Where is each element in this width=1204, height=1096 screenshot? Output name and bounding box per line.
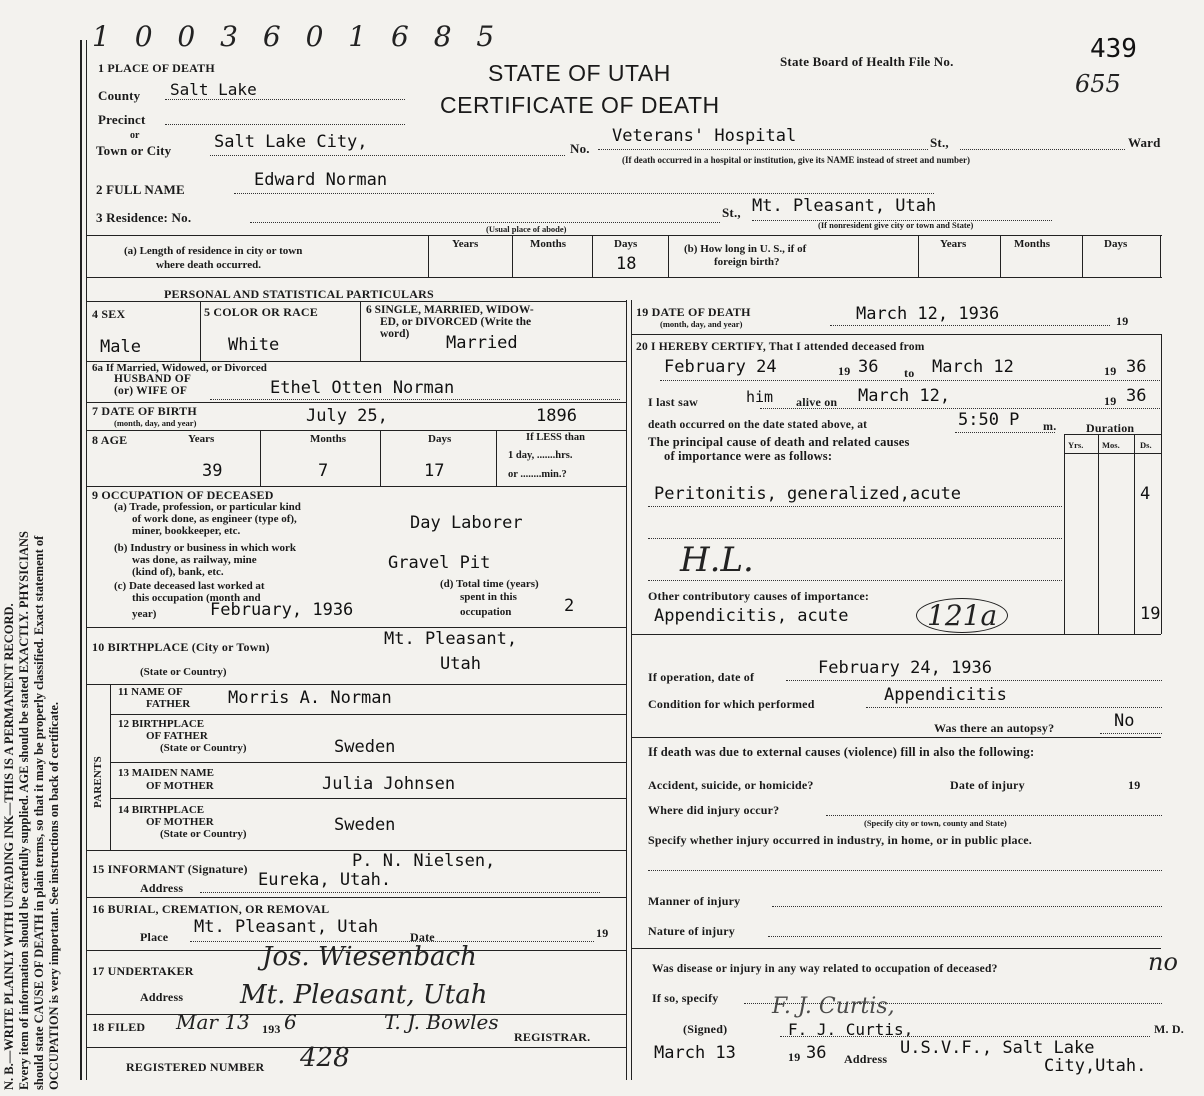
- signed-label: (Signed): [683, 1022, 728, 1036]
- occupation-d-value: 2: [564, 596, 575, 616]
- grid-line: [830, 325, 1110, 326]
- occurred-label: death occurred on the date stated above, at: [648, 419, 868, 431]
- precinct-label: Precinct: [98, 112, 146, 127]
- hospital-value: Veterans' Hospital: [612, 126, 797, 146]
- grid-line: [86, 897, 626, 898]
- hospital-note: (If death occurred in a hospital or institution, give its NAME instead of street and number): [622, 155, 971, 165]
- grid-line: [660, 380, 1160, 381]
- occupation-related-value: no: [1148, 948, 1178, 976]
- grid-line: [648, 870, 1162, 871]
- occupation-c-label-2: this occupation (month and: [132, 592, 261, 604]
- father-birthplace-value: Sweden: [334, 737, 396, 757]
- residence-days-value: 18: [616, 254, 637, 274]
- occupation-label: 9 OCCUPATION OF DECEASED: [92, 488, 274, 502]
- burial-date-label: Date: [410, 930, 435, 944]
- file-number-label: State Board of Health File No.: [780, 54, 954, 69]
- grid-line: [110, 684, 111, 850]
- mother-name-value: Julia Johnsen: [322, 774, 456, 794]
- undertaker-address-label: Address: [140, 990, 184, 1004]
- signed-year: 36: [806, 1043, 827, 1063]
- grid-line: [1000, 235, 1001, 277]
- dob-value: July 25,: [306, 406, 388, 426]
- grid-line: [496, 430, 497, 486]
- signed-year-prefix: 19: [788, 1050, 801, 1064]
- residence-street-label: St.,: [722, 205, 741, 220]
- street-label: St.,: [930, 135, 949, 150]
- full-name-line: [234, 193, 934, 194]
- informant-address-label: Address: [140, 881, 184, 895]
- grid-line: [86, 627, 626, 628]
- grid-line: [955, 432, 1055, 433]
- other-causes-label: Other contributory causes of importance:: [648, 589, 870, 603]
- grid-line: [86, 1014, 626, 1015]
- last-saw-value: him: [746, 388, 774, 406]
- operation-date: February 24, 1936: [818, 658, 992, 678]
- marital-value: Married: [446, 333, 518, 353]
- attended-to: March 12: [932, 357, 1014, 377]
- wife-of-label: (or) WIFE OF: [114, 385, 188, 397]
- length-residence-label: (a) Length of residence in city or town: [124, 245, 303, 257]
- mother-birthplace-value: Sweden: [334, 815, 396, 835]
- age-months-value: 7: [318, 461, 329, 481]
- or-label: or: [130, 130, 140, 141]
- marital-label-3: word): [380, 328, 410, 340]
- occupation-d-label-2: spent in this: [460, 591, 517, 603]
- registrar-label: REGISTRAR.: [514, 1030, 591, 1044]
- occupation-a-value: Day Laborer: [410, 513, 523, 533]
- residence-label: 3 Residence: No.: [96, 210, 192, 225]
- length-residence-label-2: where death occurred.: [156, 259, 261, 271]
- frame-left-border: [80, 40, 82, 1080]
- death-time-m: m.: [1043, 419, 1057, 433]
- side-note-line: OCCUPATION is very important. See instructions on back of certificate.: [47, 701, 61, 1090]
- frame-left-inner: [86, 40, 87, 1080]
- state-heading: STATE OF UTAH: [488, 60, 671, 86]
- informant-label: 15 INFORMANT (Signature): [92, 862, 248, 876]
- grid-line: [1100, 733, 1162, 734]
- hospital-line: [598, 149, 928, 150]
- injury-date-label: Date of injury: [950, 778, 1025, 792]
- grid-line: [786, 680, 1162, 681]
- burial-year: 19: [596, 926, 609, 940]
- injury-where-note: (Specify city or town, county and State): [864, 818, 1007, 828]
- duration-years-label: Yrs.: [1068, 440, 1084, 450]
- grid-line: [110, 762, 626, 763]
- grid-line: [631, 334, 1161, 335]
- spouse-value: Ethel Otten Norman: [270, 378, 455, 398]
- spouse-label: 6a If Married, Widowed, or Divorced: [92, 362, 267, 374]
- certificate-title: CERTIFICATE OF DEATH: [440, 92, 720, 118]
- grid-line: [768, 936, 1162, 937]
- race-value: White: [228, 335, 280, 355]
- occupation-b-label-2: was done, as railway, mine: [132, 554, 257, 566]
- less-than-hours: 1 day, .......hrs.: [508, 450, 573, 461]
- serial-number: 1 0 0 3 6 0 1 6 8 5: [92, 20, 503, 53]
- years-label: Years: [452, 238, 479, 250]
- grid-line: [260, 430, 261, 486]
- principal-cause-days: 4: [1140, 484, 1151, 504]
- manner-injury-label: Manner of injury: [648, 894, 741, 908]
- town-label: Town or City: [96, 143, 172, 158]
- grid-line: [1134, 434, 1135, 634]
- side-note: [2, 30, 62, 1090]
- filed-year-prefix: 193: [262, 1022, 281, 1036]
- column-divider: [626, 300, 627, 1080]
- full-name-label: 2 FULL NAME: [96, 182, 185, 197]
- duration-days-label: Ds.: [1140, 440, 1152, 450]
- side-note-line: N. B.—WRITE PLAINLY WITH UNFADING INK—THIS IS A PERMANENT RECORD.: [2, 603, 16, 1090]
- father-birthplace-label: 12 BIRTHPLACE: [118, 718, 205, 730]
- injury-where-label: Where did injury occur?: [648, 803, 780, 817]
- external-causes-label: If death was due to external causes (violence) fill in also the following:: [648, 745, 1035, 759]
- certify-label: 20 I HEREBY CERTIFY, That I attended deceased from: [636, 341, 925, 353]
- father-name-label: 11 NAME OF: [118, 686, 183, 698]
- race-label: 5 COLOR OR RACE: [204, 305, 319, 319]
- age-days-label: Days: [428, 433, 452, 445]
- months-label: Months: [1014, 238, 1051, 250]
- precinct-line: [165, 124, 405, 125]
- burial-place-value: Mt. Pleasant, Utah: [194, 917, 379, 937]
- grid-line: [512, 235, 513, 277]
- occupation-b-label: (b) Industry or business in which work: [114, 542, 296, 554]
- informant-value: P. N. Nielsen,: [352, 851, 496, 871]
- days-label: Days: [614, 238, 638, 250]
- date-of-death-sublabel: (month, day, and year): [660, 319, 743, 329]
- age-months-label: Months: [310, 433, 347, 445]
- last-saw-label: I last saw: [648, 395, 699, 409]
- grid-line: [648, 538, 1062, 539]
- cause-handwritten-note: H.L.: [680, 540, 754, 580]
- grid-line: [200, 892, 600, 893]
- grid-line: [428, 235, 429, 277]
- to-label: to: [904, 366, 915, 380]
- months-label: Months: [530, 238, 567, 250]
- filed-year: 6: [284, 1010, 297, 1034]
- occupation-c-label-3: year): [132, 608, 157, 620]
- usual-abode-note: (Usual place of abode): [486, 224, 567, 234]
- grid-line: [631, 634, 1161, 635]
- dob-year: 1896: [536, 406, 577, 426]
- undertaker-address: Mt. Pleasant, Utah: [240, 980, 488, 1010]
- years-label: Years: [940, 238, 967, 250]
- other-cause-value: Appendicitis, acute: [654, 606, 849, 626]
- grid-line: [1161, 334, 1162, 634]
- grid-line: [110, 714, 626, 715]
- birthplace-state-label: (State or Country): [140, 666, 227, 678]
- age-days-value: 17: [424, 461, 445, 481]
- informant-address-value: Eureka, Utah.: [258, 870, 392, 890]
- column-divider: [631, 300, 632, 1080]
- condition-value: Appendicitis: [884, 685, 1007, 705]
- grid-line: [866, 707, 1162, 708]
- days-label: Days: [1104, 238, 1128, 250]
- residence-value: Mt. Pleasant, Utah: [752, 196, 937, 216]
- birthplace-city: Mt. Pleasant,: [384, 629, 518, 649]
- grid-line: [86, 402, 626, 403]
- no-label: No.: [570, 141, 590, 156]
- grid-line: [360, 301, 361, 361]
- other-cause-days: 19: [1140, 604, 1161, 624]
- husband-of-label: HUSBAND OF: [114, 373, 192, 385]
- grid-line: [780, 1036, 1150, 1037]
- marital-label: 6 SINGLE, MARRIED, WIDOW-: [366, 304, 534, 316]
- md-label: M. D.: [1154, 1022, 1184, 1036]
- grid-line: [648, 506, 1062, 507]
- grid-line: [772, 906, 1162, 907]
- grid-line: [826, 815, 1162, 816]
- less-than-minutes: or ........min.?: [508, 469, 567, 480]
- occupation-a-label: (a) Trade, profession, or particular kind: [114, 501, 301, 513]
- signer-name: F. J. Curtis,: [788, 1020, 914, 1039]
- grid-line: [86, 277, 1162, 278]
- grid-line: [631, 948, 1161, 949]
- principal-cause-value: Peritonitis, generalized,acute: [654, 484, 962, 504]
- occupation-b-label-3: (kind of), bank, etc.: [132, 566, 224, 578]
- file-number-handwritten: 655: [1075, 70, 1121, 98]
- side-note-line: Every item of information should be carefully supplied. AGE should be stated EXACTLY. PHYSICIANS: [17, 531, 31, 1090]
- town-value: Salt Lake City,: [214, 132, 368, 152]
- full-name-value: Edward Norman: [254, 170, 388, 190]
- grid-line: [1064, 434, 1065, 634]
- condition-label: Condition for which performed: [648, 697, 815, 711]
- attended-from: February 24: [664, 357, 777, 377]
- grid-line: [1082, 235, 1083, 277]
- accident-label: Accident, suicide, or homicide?: [648, 778, 814, 792]
- sex-label: 4 SEX: [92, 307, 126, 321]
- us-residence-label-2: foreign birth?: [714, 256, 780, 268]
- nonresident-note: (If nonresident give city or town and State): [818, 220, 974, 230]
- grid-line: [210, 399, 620, 400]
- us-residence-label: (b) How long in U. S., if of: [684, 243, 807, 255]
- alive-year-prefix: 19: [1104, 394, 1117, 408]
- burial-place-label: Place: [140, 930, 169, 944]
- age-label: 8 AGE: [92, 433, 128, 447]
- alive-on-label: alive on: [796, 395, 838, 409]
- county-value: Salt Lake: [170, 80, 257, 99]
- occupation-c-label: (c) Date deceased last worked at: [114, 580, 265, 592]
- place-of-death-label: 1 PLACE OF DEATH: [98, 61, 215, 75]
- filed-label: 18 FILED: [92, 1020, 146, 1034]
- grid-line: [200, 301, 201, 361]
- less-than-label: If LESS than: [526, 432, 585, 443]
- date-of-death-value: March 12, 1936: [856, 304, 1000, 324]
- operation-label: If operation, date of: [648, 670, 755, 684]
- filed-date: Mar 13: [176, 1010, 250, 1034]
- occupation-d-label-3: occupation: [460, 606, 512, 618]
- occupation-related-label: Was disease or injury in any way related to occupation of deceased?: [652, 963, 998, 975]
- grid-line: [86, 430, 626, 431]
- alive-on-date: March 12,: [858, 386, 951, 406]
- grid-line: [668, 235, 669, 277]
- death-time: 5:50 P: [958, 410, 1020, 430]
- death-year-suffix: 19: [1116, 314, 1129, 328]
- parents-side-label: PARENTS: [92, 756, 104, 808]
- nature-injury-label: Nature of injury: [648, 924, 735, 938]
- grid-line: [1064, 453, 1161, 454]
- father-name-label-2: FATHER: [146, 698, 191, 710]
- duration-months-label: Mos.: [1102, 440, 1120, 450]
- alive-year: 36: [1126, 386, 1147, 406]
- county-label: County: [98, 88, 141, 103]
- duration-label: Duration: [1086, 421, 1135, 435]
- injury-year: 19: [1128, 778, 1141, 792]
- principal-cause-label: The principal cause of death and related causes: [648, 435, 910, 449]
- grid-line: [110, 798, 626, 799]
- undertaker-label: 17 UNDERTAKER: [92, 964, 194, 978]
- age-years-value: 39: [202, 461, 223, 481]
- personal-heading: PERSONAL AND STATISTICAL PARTICULARS: [164, 287, 434, 301]
- grid-line: [86, 486, 626, 487]
- mother-birthplace-label: 14 BIRTHPLACE: [118, 804, 205, 816]
- father-birthplace-label-2: OF FATHER: [146, 730, 208, 742]
- age-years-label: Years: [188, 433, 215, 445]
- occupation-b-value: Gravel Pit: [388, 553, 491, 573]
- occupation-a-label-2: of work done, as engineer (type of),: [132, 513, 297, 525]
- grid-line: [918, 235, 919, 277]
- father-birthplace-label-3: (State or Country): [160, 742, 247, 754]
- attended-from-year: 36: [858, 357, 879, 377]
- occupation-d-label: (d) Total time (years): [440, 578, 539, 590]
- grid-line: [631, 737, 1161, 738]
- undertaker-signature: Jos. Wiesenbach: [262, 942, 477, 972]
- injury-specify-label: Specify whether injury occurred in industry, in home, or in public place.: [648, 833, 1032, 847]
- grid-line: [648, 580, 1062, 581]
- registrar-signature: T. J. Bowles: [384, 1010, 499, 1034]
- mother-birthplace-label-3: (State or Country): [160, 828, 247, 840]
- cause-code: 121a: [916, 598, 1008, 633]
- attended-from-prefix: 19: [838, 364, 851, 378]
- grid-line: [1098, 434, 1099, 634]
- registered-number-label: REGISTERED NUMBER: [126, 1060, 265, 1074]
- physician-address-1: U.S.V.F., Salt Lake: [900, 1038, 1095, 1058]
- dob-sublabel: (month, day, and year): [114, 418, 197, 428]
- mother-birthplace-label-2: OF MOTHER: [146, 816, 214, 828]
- grid-line: [86, 1047, 626, 1048]
- county-line: [165, 99, 405, 100]
- marital-label-2: ED, or DIVORCED (Write the: [380, 316, 532, 328]
- autopsy-label: Was there an autopsy?: [934, 721, 1055, 735]
- principal-cause-label-2: of importance were as follows:: [664, 449, 833, 463]
- residence-number-line: [250, 222, 720, 223]
- grid-line: [380, 430, 381, 486]
- father-name-value: Morris A. Norman: [228, 688, 392, 708]
- ward-label: Ward: [1128, 135, 1161, 150]
- physician-address-2: City,Utah.: [1044, 1056, 1147, 1076]
- attended-to-prefix: 19: [1104, 364, 1117, 378]
- grid-line: [86, 684, 626, 685]
- dob-label: 7 DATE OF BIRTH: [92, 404, 197, 418]
- birthplace-state: Utah: [440, 654, 481, 674]
- mother-name-label: 13 MAIDEN NAME: [118, 767, 214, 779]
- street-line: [960, 149, 1125, 150]
- grid-line: [86, 301, 626, 302]
- side-note-line: should state CAUSE OF DEATH in plain terms, so that it may be properly classified. Exact statement of: [32, 535, 46, 1090]
- grid-line: [1064, 434, 1161, 435]
- occupation-c-value: February, 1936: [210, 600, 354, 620]
- autopsy-value: No: [1114, 711, 1135, 731]
- attended-to-year: 36: [1126, 357, 1147, 377]
- physician-signature: F. J. Curtis,: [772, 994, 895, 1019]
- signed-date: March 13: [654, 1043, 736, 1063]
- registered-number: 428: [300, 1043, 350, 1073]
- grid-line: [760, 408, 1160, 409]
- sex-value: Male: [100, 337, 141, 357]
- birthplace-label: 10 BIRTHPLACE (City or Town): [92, 640, 270, 654]
- occupation-a-label-3: miner, bookkeeper, etc.: [132, 525, 241, 537]
- file-number: 439: [1090, 34, 1137, 64]
- physician-address-label: Address: [844, 1052, 888, 1066]
- grid-line: [1160, 235, 1161, 277]
- date-of-death-label: 19 DATE OF DEATH: [636, 305, 751, 319]
- mother-name-label-2: OF MOTHER: [146, 780, 214, 792]
- town-line: [210, 155, 565, 156]
- burial-label: 16 BURIAL, CREMATION, OR REMOVAL: [92, 902, 330, 916]
- grid-line: [592, 235, 593, 277]
- if-so-specify-label: If so, specify: [652, 991, 719, 1005]
